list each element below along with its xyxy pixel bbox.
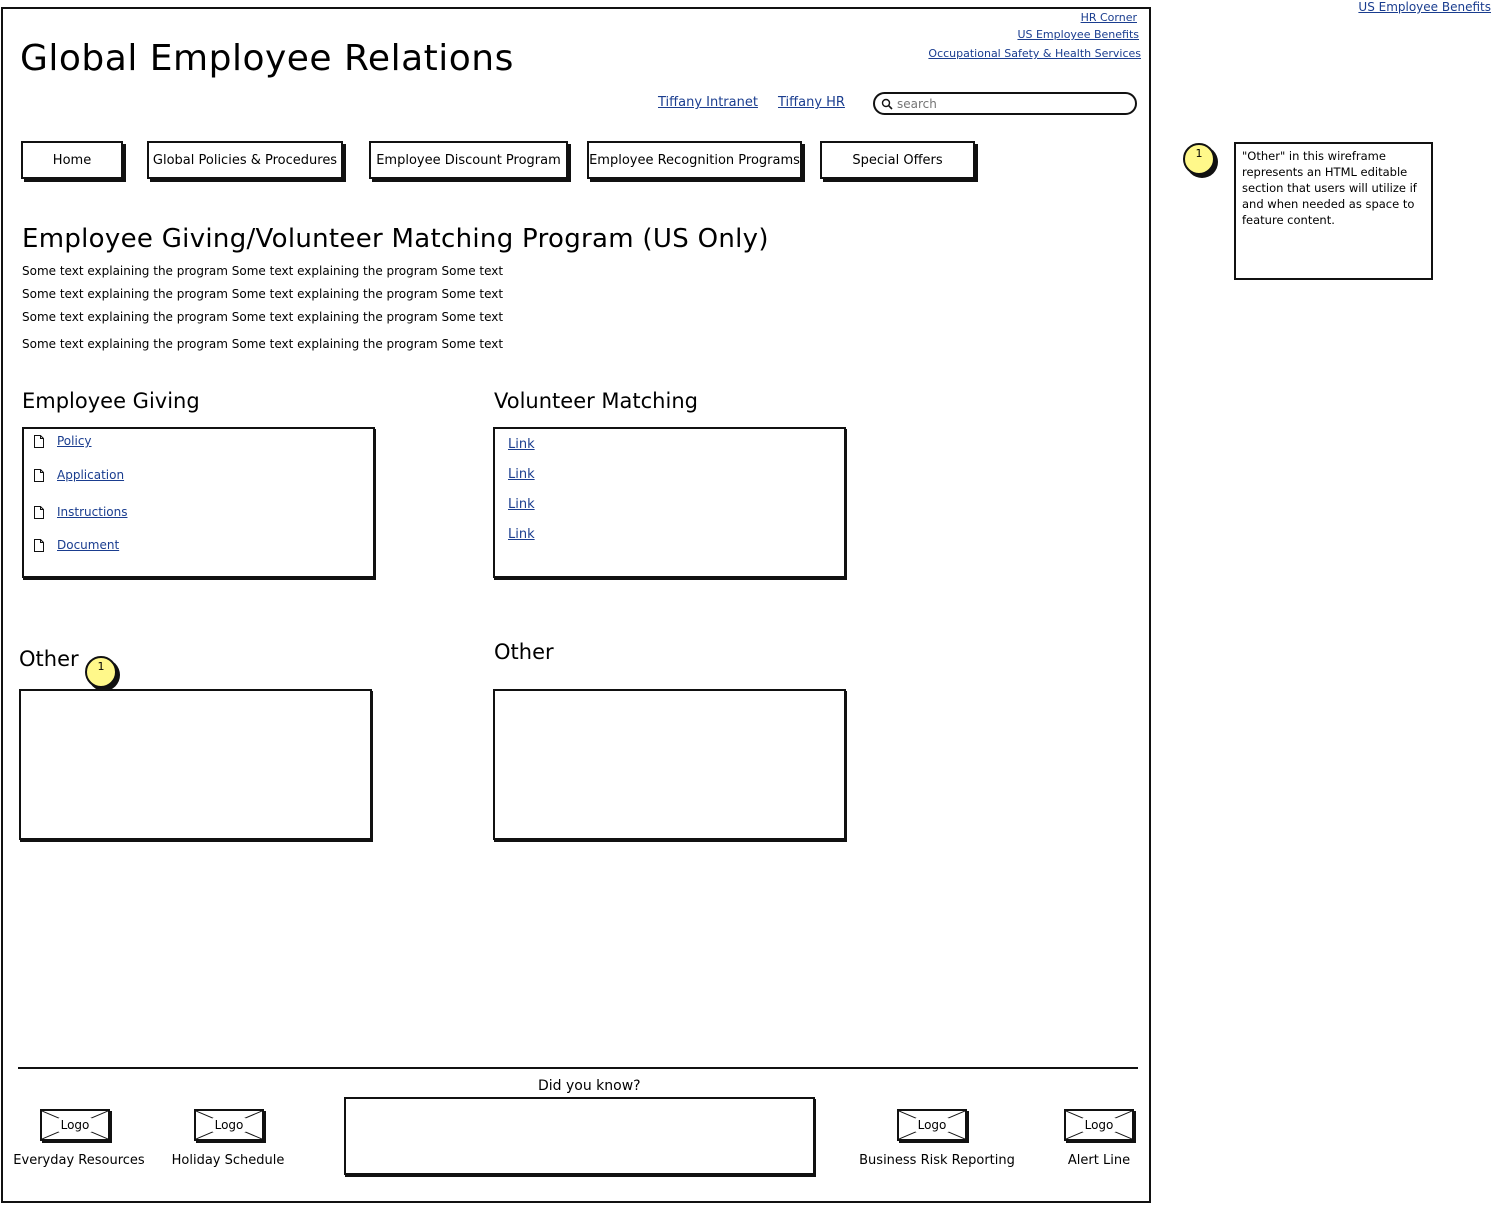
tiffany-hr-link[interactable]: Tiffany HR <box>778 95 845 110</box>
search-input[interactable] <box>897 97 1117 111</box>
tiffany-intranet-link[interactable]: Tiffany Intranet <box>658 95 758 110</box>
document-icon <box>34 506 44 519</box>
policy-link[interactable]: Policy <box>57 434 92 448</box>
volunteer-matching-box <box>493 427 846 578</box>
volunteer-matching-heading: Volunteer Matching <box>494 389 698 413</box>
footer-divider <box>18 1067 1138 1069</box>
logo-business-risk-reporting[interactable] <box>897 1109 967 1141</box>
nav-home-button[interactable]: Home <box>21 141 123 179</box>
logo-alert-line[interactable] <box>1064 1109 1134 1141</box>
nav-employee-recognition-button[interactable]: Employee Recognition Programs <box>587 141 802 179</box>
did-you-know-box <box>344 1097 815 1175</box>
doc-item-document <box>34 538 119 552</box>
us-employee-benefits-outside-link[interactable]: US Employee Benefits <box>1358 0 1491 14</box>
nav-global-policies-button[interactable]: Global Policies & Procedures <box>147 141 343 179</box>
hr-corner-link[interactable]: HR Corner <box>1080 11 1137 24</box>
utility-links <box>841 11 1141 71</box>
other-left-heading: Other <box>19 647 79 671</box>
logo-text: Logo <box>60 1118 90 1132</box>
intro-text-2: Some text explaining the program Some text explaining the program Some text <box>22 287 504 301</box>
everyday-resources-label[interactable]: Everyday Resources <box>13 1153 145 1168</box>
volunteer-link-3[interactable]: Link <box>508 497 535 512</box>
annotation-note: "Other" in this wireframe represents an HTML editable section that users will utilize if and when needed as space to feature content. <box>1234 142 1433 280</box>
holiday-schedule-label[interactable]: Holiday Schedule <box>171 1153 285 1168</box>
logo-holiday-schedule[interactable] <box>194 1109 264 1141</box>
volunteer-link-4[interactable]: Link <box>508 527 535 542</box>
application-link[interactable]: Application <box>57 468 125 482</box>
logo-everyday-resources[interactable] <box>40 1109 110 1141</box>
instructions-link[interactable]: Instructions <box>57 505 128 519</box>
other-right-box[interactable] <box>493 689 846 840</box>
employee-giving-box <box>22 427 375 578</box>
doc-item-policy <box>34 434 92 448</box>
alert-line-label[interactable]: Alert Line <box>1067 1153 1131 1168</box>
intro-text-4: Some text explaining the program Some text explaining the program Some text <box>22 337 504 351</box>
employee-giving-heading: Employee Giving <box>22 389 200 413</box>
document-link[interactable]: Document <box>57 538 120 552</box>
us-employee-benefits-link[interactable]: US Employee Benefits <box>1017 28 1139 41</box>
page-frame <box>1 7 1151 1203</box>
volunteer-link-1[interactable]: Link <box>508 437 535 452</box>
other-left-box[interactable] <box>19 689 372 840</box>
document-icon <box>34 435 44 448</box>
osh-services-link[interactable]: Occupational Safety & Health Services <box>928 47 1141 60</box>
volunteer-link-2[interactable]: Link <box>508 467 535 482</box>
intro-text-3: Some text explaining the program Some text explaining the program Some text <box>22 310 504 324</box>
other-annotation-badge: 1 <box>85 656 117 688</box>
search-icon <box>881 98 893 110</box>
other-right-heading: Other <box>494 640 554 664</box>
doc-item-application <box>34 468 124 482</box>
logo-text: Logo <box>214 1118 244 1132</box>
business-risk-reporting-label[interactable]: Business Risk Reporting <box>859 1153 1015 1168</box>
document-icon <box>34 539 44 552</box>
annotation-badge: 1 <box>1183 143 1215 175</box>
page-title: Employee Giving/Volunteer Matching Program (US Only) <box>22 224 769 254</box>
did-you-know-heading: Did you know? <box>538 1078 641 1094</box>
site-title: Global Employee Relations <box>20 38 514 79</box>
logo-text: Logo <box>917 1118 947 1132</box>
logo-text: Logo <box>1084 1118 1114 1132</box>
search-box[interactable] <box>873 92 1137 115</box>
nav-special-offers-button[interactable]: Special Offers <box>820 141 975 179</box>
intro-text-1: Some text explaining the program Some text explaining the program Some text <box>22 264 504 278</box>
nav-employee-discount-button[interactable]: Employee Discount Program <box>369 141 568 179</box>
document-icon <box>34 469 44 482</box>
doc-item-instructions <box>34 505 127 519</box>
